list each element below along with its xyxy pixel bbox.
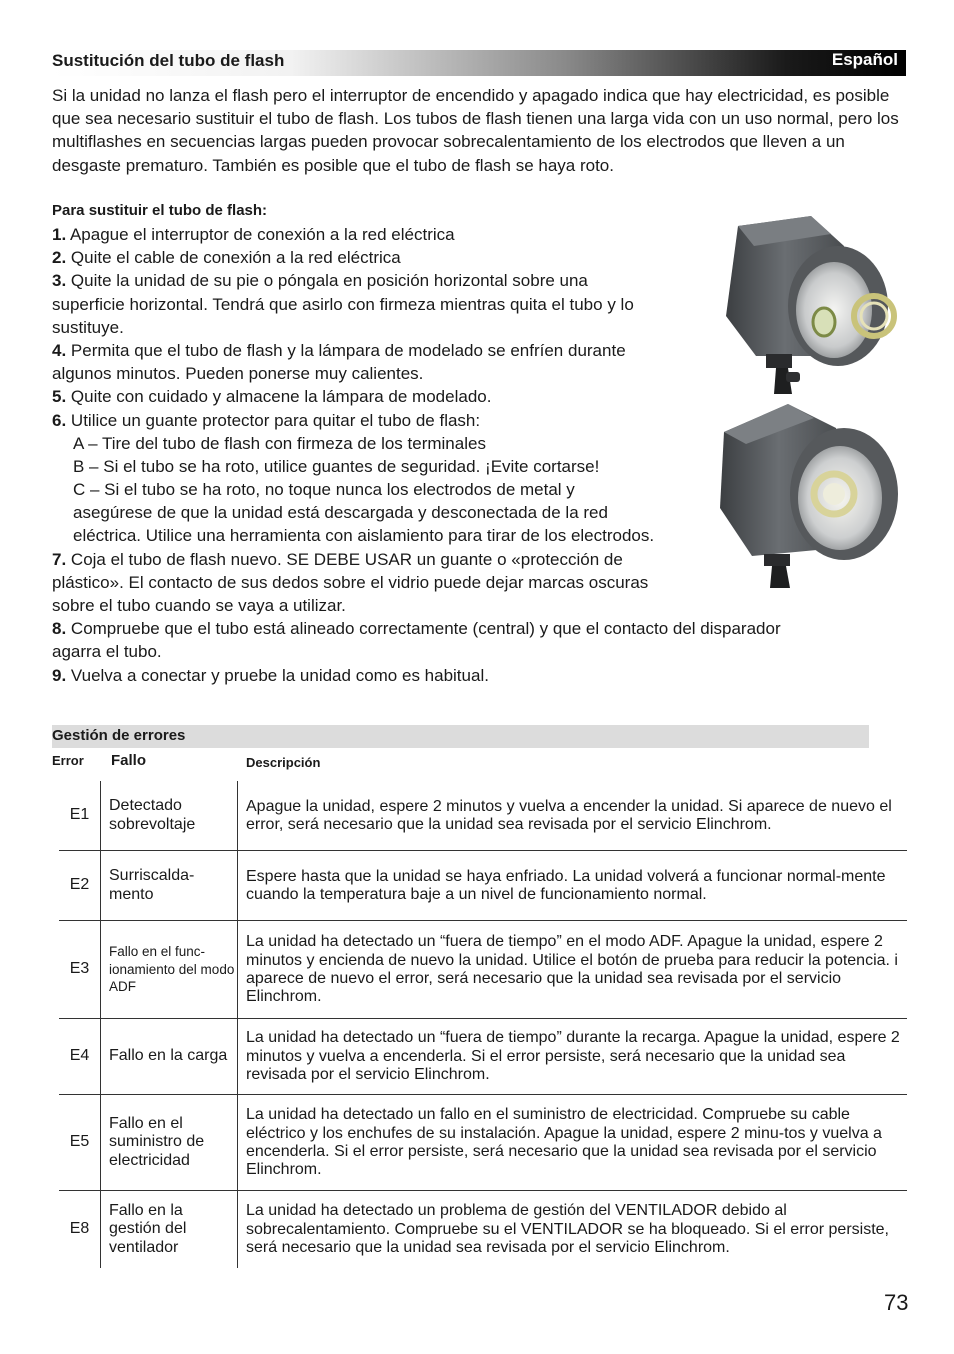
step-line: 2. Quite el cable de conexión a la red eléctrica — [52, 248, 401, 268]
step-line: C – Si el tubo se ha roto, no toque nunca los electrodos de metal y — [73, 480, 575, 500]
flash-head-tube-removed-photo — [716, 206, 902, 396]
table-row — [59, 1019, 907, 1095]
step-line: B – Si el tubo se ha roto, utilice guantes de seguridad. ¡Evite cortarse! — [73, 456, 600, 476]
error-management-title: Gestión de errores — [52, 727, 186, 744]
error-code: E2 — [59, 851, 101, 921]
error-fault: Surriscalda-mento — [101, 851, 238, 921]
table-row — [59, 1095, 907, 1191]
flash-head-tube-installed-photo — [716, 398, 902, 588]
step-line: asegúrese de que la unidad está descargada y desconectada de la red — [73, 503, 608, 523]
step-line: 7. Coja el tubo de flash nuevo. SE DEBE USAR un guante o «protección de — [52, 549, 623, 569]
error-description: La unidad ha detectado un “fuera de tiempo” en el modo ADF. Apague la unidad, espere 2 minutos y encienda de nuevo la unidad. Utilice el botón de prueba para reducir la potencia. i aparece de nuevo el error, será necesario que la unidad sea revisada por el servicio Elinchrom. — [238, 921, 908, 1019]
error-management-bar — [52, 725, 869, 748]
step-line: agarra el tubo. — [52, 642, 162, 662]
step-line: 5. Quite con cuidado y almacene la lámpara de modelado. — [52, 387, 492, 407]
error-fault: Fallo en la gestión del ventilador — [101, 1191, 238, 1269]
error-description: Espere hasta que la unidad se haya enfriado. La unidad volverá a funcionar normal-mente cuando la temperatura baje a un nivel de funcionamiento normal. — [238, 851, 908, 921]
intro-paragraph: Si la unidad no lanza el flash pero el interruptor de encendido y apagado indica que hay electricidad, es posible que sea necesario sustituir el tubo de flash. Los tubos de flash tienen una larga vida con un uso normal, pero los multiflashes en secuencias largas pueden provocar sobrecalentamiento de los electrodos que lleven a un desgaste prematuro. También es posible que el tubo de flash se haya roto. — [52, 86, 899, 175]
error-fault: Detectado sobrevoltaje — [101, 781, 238, 851]
step-line: 6. Utilice un guante protector para quitar el tubo de flash: — [52, 410, 481, 430]
step-line: 9. Vuelva a conectar y pruebe la unidad como es habitual. — [52, 665, 489, 685]
step-line: plástico». El contacto de sus dedos sobre el vidrio puede dejar marcas oscuras — [52, 572, 649, 592]
section-header-bar — [52, 50, 906, 76]
column-header-description: Descripción — [246, 755, 321, 770]
error-code: E8 — [59, 1191, 101, 1269]
step-line: 8. Compruebe que el tubo está alineado correctamente (central) y que el contacto del disparador — [52, 619, 781, 639]
table-row — [59, 851, 907, 921]
error-code: E3 — [59, 921, 101, 1019]
error-table — [59, 781, 907, 1268]
step-line: A – Tire del tubo de flash con firmeza de los terminales — [73, 433, 486, 453]
step-line: superficie horizontal. Tendrá que asirlo con firmeza mientras quita el tubo y lo — [52, 294, 634, 314]
column-header-fault: Fallo — [111, 752, 147, 769]
error-fault: Fallo en la carga — [101, 1019, 238, 1095]
error-code: E4 — [59, 1019, 101, 1095]
table-row — [59, 781, 907, 851]
table-row — [59, 921, 907, 1019]
error-fault: Fallo en el func-ionamiento del modo ADF — [101, 921, 238, 1019]
column-header-error: Error — [52, 753, 84, 768]
language-label: Español — [831, 50, 898, 69]
error-fault: Fallo en el suministro de electricidad — [101, 1095, 238, 1191]
error-code: E1 — [59, 781, 101, 851]
error-description: La unidad ha detectado un problema de gestión del VENTILADOR debido al sobrecalentamiento. Compruebe su el VENTILADOR se ha bloqueado. Si el error persiste, será necesario que la unidad sea revisada por el servicio Elinchrom. — [246, 1202, 889, 1257]
error-code: E5 — [59, 1095, 101, 1191]
page-number: 73 — [884, 1290, 909, 1315]
section-title: Sustitución del tubo de flash — [52, 51, 285, 70]
step-line: 1. Apague el interruptor de conexión a la red eléctrica — [52, 225, 455, 244]
step-line: algunos minutos. Pueden ponerse muy calientes. — [52, 364, 424, 384]
error-description: Apague la unidad, espere 2 minutos y vuelva a encender la unidad. Si aparece de nuevo el error, será necesario que la unidad sea revisada por el servicio Elinchrom. — [238, 781, 908, 851]
error-description: La unidad ha detectado un fallo en el suministro de electricidad. Compruebe su cable eléctrico y los enchufes de su instalación. Apague la unidad, espere 2 minu-tos y vuelva a encenderla. Si el error persiste, será necesario que la unidad sea revisada por el servicio Elinchrom. — [238, 1095, 908, 1191]
steps-heading: Para sustituir el tubo de flash: — [52, 202, 268, 219]
table-row — [59, 1191, 907, 1269]
step-line: 3. Quite la unidad de su pie o póngala en posición horizontal sobre una — [52, 271, 588, 291]
step-line: sustituye. — [52, 317, 124, 337]
error-description: La unidad ha detectado un “fuera de tiempo” durante la recarga. Apague la unidad, espere 2 minutos y vuelva a encenderla. Si el error persiste, será necesario que la unidad sea revisada por el servicio Elinchrom. — [238, 1019, 908, 1095]
step-line: sobre el tubo cuando se vaya a utilizar. — [52, 596, 346, 615]
step-line: 4. Permita que el tubo de flash y la lámpara de modelado se enfríen durante — [52, 340, 626, 360]
step-line: eléctrica. Utilice una herramienta con aislamiento para tirar de los electrodos. — [73, 526, 655, 546]
